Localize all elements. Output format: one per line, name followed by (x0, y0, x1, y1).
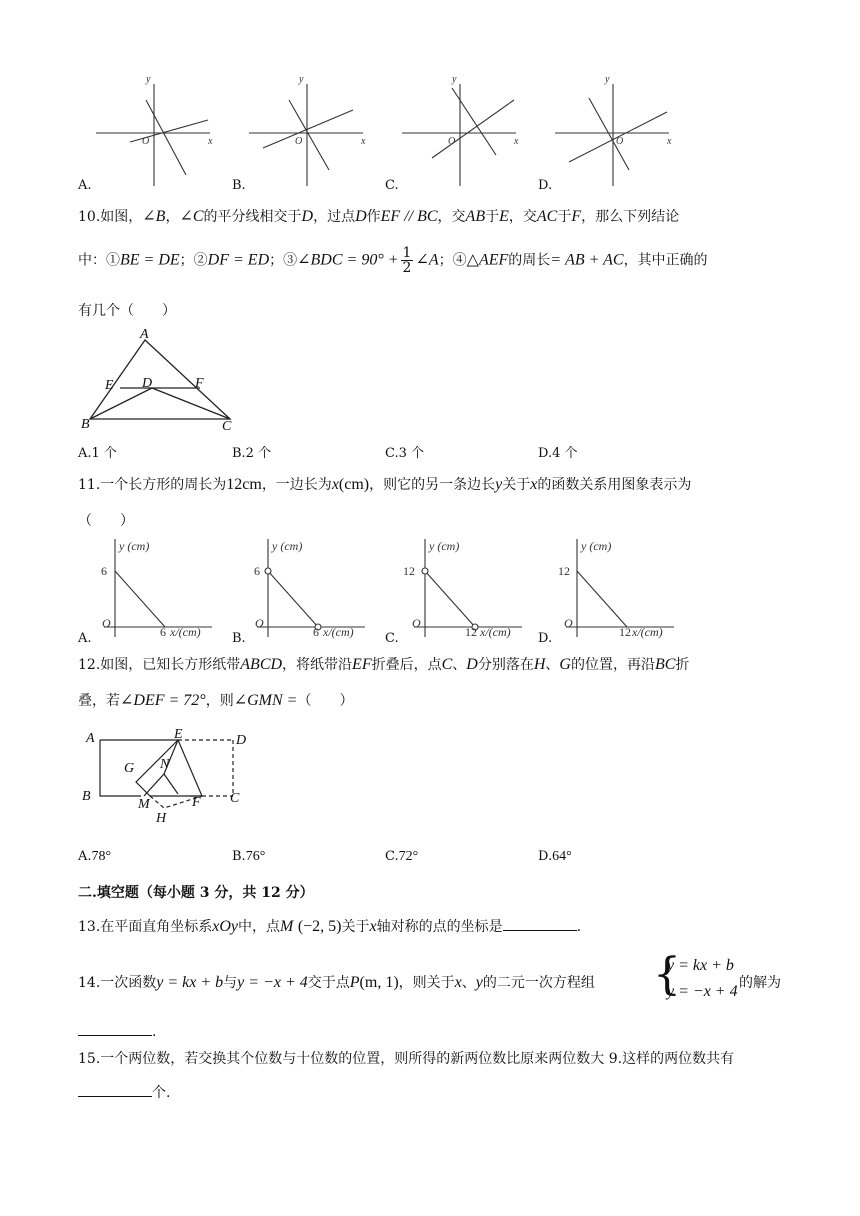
svg-text:x: x (514, 136, 519, 147)
svg-text:H: H (156, 811, 167, 826)
q12-option-d: D.64° (538, 849, 572, 864)
svg-text:y (cm): y (cm) (581, 539, 612, 553)
q14-solution-prompt: 的解为 (739, 975, 781, 991)
q12-option-a: A.78° (78, 849, 112, 864)
svg-text:C: C (222, 419, 232, 432)
svg-text:y: y (605, 74, 610, 85)
answer-blank[interactable] (503, 929, 577, 931)
svg-text:O: O (564, 616, 573, 630)
svg-text:O: O (102, 616, 111, 630)
q11-graphs (90, 535, 710, 645)
svg-text:G: G (124, 761, 135, 776)
svg-text:B: B (82, 789, 91, 804)
svg-text:x: x (667, 136, 672, 147)
q15-line-2: 个. (78, 1082, 170, 1102)
q9-graphs (90, 70, 690, 190)
q12-option-b: B.76° (232, 849, 266, 864)
q12-line-1: 12.如图，已知长方形纸带ABCD，将纸带沿EF折叠后，点C、D分别落在H、G的位置，再沿BC折 (78, 656, 690, 673)
svg-text:D: D (236, 733, 247, 748)
svg-text:E: E (174, 727, 183, 742)
svg-text:E: E (105, 378, 114, 393)
q9-graph-d (555, 84, 669, 186)
q9-option-a: A. (78, 178, 92, 193)
rect-left (100, 740, 141, 796)
q14-line-2: . (78, 1024, 156, 1040)
axis-y-label: y (146, 74, 151, 85)
q11-line-2: （ ） (78, 513, 134, 529)
svg-text:6: 6 (101, 564, 107, 578)
answer-blank[interactable] (78, 1095, 152, 1097)
svg-text:F: F (192, 795, 201, 810)
svg-text:O: O (448, 136, 456, 147)
q10-option-d: D.4 个 (538, 446, 578, 461)
q10-option-b: B.2 个 (232, 446, 272, 461)
q9-option-d: D. (538, 178, 553, 193)
svg-text:x/(cm): x/(cm) (480, 625, 511, 639)
q9-graph-a (96, 84, 210, 186)
q9-option-b: B. (232, 178, 246, 193)
q10-option-c: C.3 个 (385, 446, 425, 461)
svg-text:12: 12 (619, 625, 631, 639)
q10-triangle-figure (78, 326, 248, 432)
svg-text:M: M (138, 797, 150, 812)
q12-line-2: 叠，若∠DEF = 72°，则∠GMN =（ ） (78, 692, 354, 709)
fraction-half: $\frac{1}{2}$ (402, 245, 412, 276)
q12-option-c: C.72° (385, 849, 419, 864)
q9-graph-b (249, 84, 363, 186)
svg-text:6: 6 (160, 625, 166, 639)
q10-line-2: 中：①BE = DE；②DF = ED；③∠BDC = 90° + $\frac{1}{2}$ ∠A；④△AEF的周长= AB + AC，其中正确的 (78, 245, 708, 276)
svg-text:F: F (195, 376, 204, 391)
svg-text:A: A (86, 731, 95, 746)
svg-text:6: 6 (313, 625, 319, 639)
svg-text:D: D (142, 376, 153, 391)
svg-text:y (cm): y (cm) (119, 539, 150, 553)
section-2-heading: 二.填空题（每小题 3 分，共 12 分） (78, 885, 314, 901)
q11-option-d: D. (538, 631, 553, 646)
svg-text:x: x (361, 136, 366, 147)
second-fold (144, 774, 178, 796)
q11-line-1: 11.一个长方形的周长为12cm，一边长为x(cm)，则它的另一条边长y关于x的函数关系用图象表示为 (78, 476, 692, 493)
svg-text:O: O (616, 136, 624, 147)
q13-text: 13.在平面直角坐标系xOy中，点M (−2, 5)关于x轴对称的点的坐标是 . (78, 918, 582, 935)
svg-text:x/(cm): x/(cm) (632, 625, 663, 639)
q9-graph-c (402, 84, 516, 186)
q10-line-3: 有几个（ ） (78, 303, 176, 319)
q11-option-c: C. (385, 631, 399, 646)
q12-folding-figure (78, 724, 258, 826)
svg-text:y (cm): y (cm) (272, 539, 303, 553)
q10-option-a: A.1 个 (78, 446, 117, 461)
brace-icon: { (653, 949, 681, 1000)
svg-text:y: y (299, 74, 304, 85)
q15-line-1: 15.一个两位数，若交换其个位数与十位数的位置，则所得的新两位数比原来两位数大 9.这样的两位数共有 (78, 1051, 735, 1067)
q9-option-c: C. (385, 178, 399, 193)
svg-text:A: A (140, 327, 149, 342)
svg-text:12: 12 (558, 564, 570, 578)
q11-option-a: A. (78, 631, 92, 646)
svg-text:x: x (208, 136, 213, 147)
svg-text:y: y (452, 74, 457, 85)
q14-line-1: 14.一次函数y = kx + b与y = −x + 4交于点P(m, 1)，则关于x、y的二元一次方程组 (78, 974, 595, 991)
svg-text:x/(cm): x/(cm) (323, 625, 354, 639)
q10-line-1: 10.如图，∠B，∠C的平分线相交于D，过点D作EF // BC，交AB于E，交AC于F，那么下列结论 (78, 208, 680, 225)
svg-text:y (cm): y (cm) (429, 539, 460, 553)
svg-text:6: 6 (254, 564, 260, 578)
svg-text:O: O (142, 136, 150, 147)
svg-text:12: 12 (403, 564, 415, 578)
svg-text:x/(cm): x/(cm) (170, 625, 201, 639)
svg-text:C: C (230, 791, 240, 806)
q11-option-b: B. (232, 631, 246, 646)
line-2 (146, 100, 186, 175)
svg-text:O: O (255, 616, 264, 630)
svg-text:O: O (412, 616, 421, 630)
answer-blank[interactable] (78, 1034, 152, 1036)
svg-text:B: B (81, 417, 90, 432)
svg-text:O: O (295, 136, 303, 147)
svg-text:N: N (160, 757, 170, 772)
svg-text:12: 12 (465, 625, 477, 639)
